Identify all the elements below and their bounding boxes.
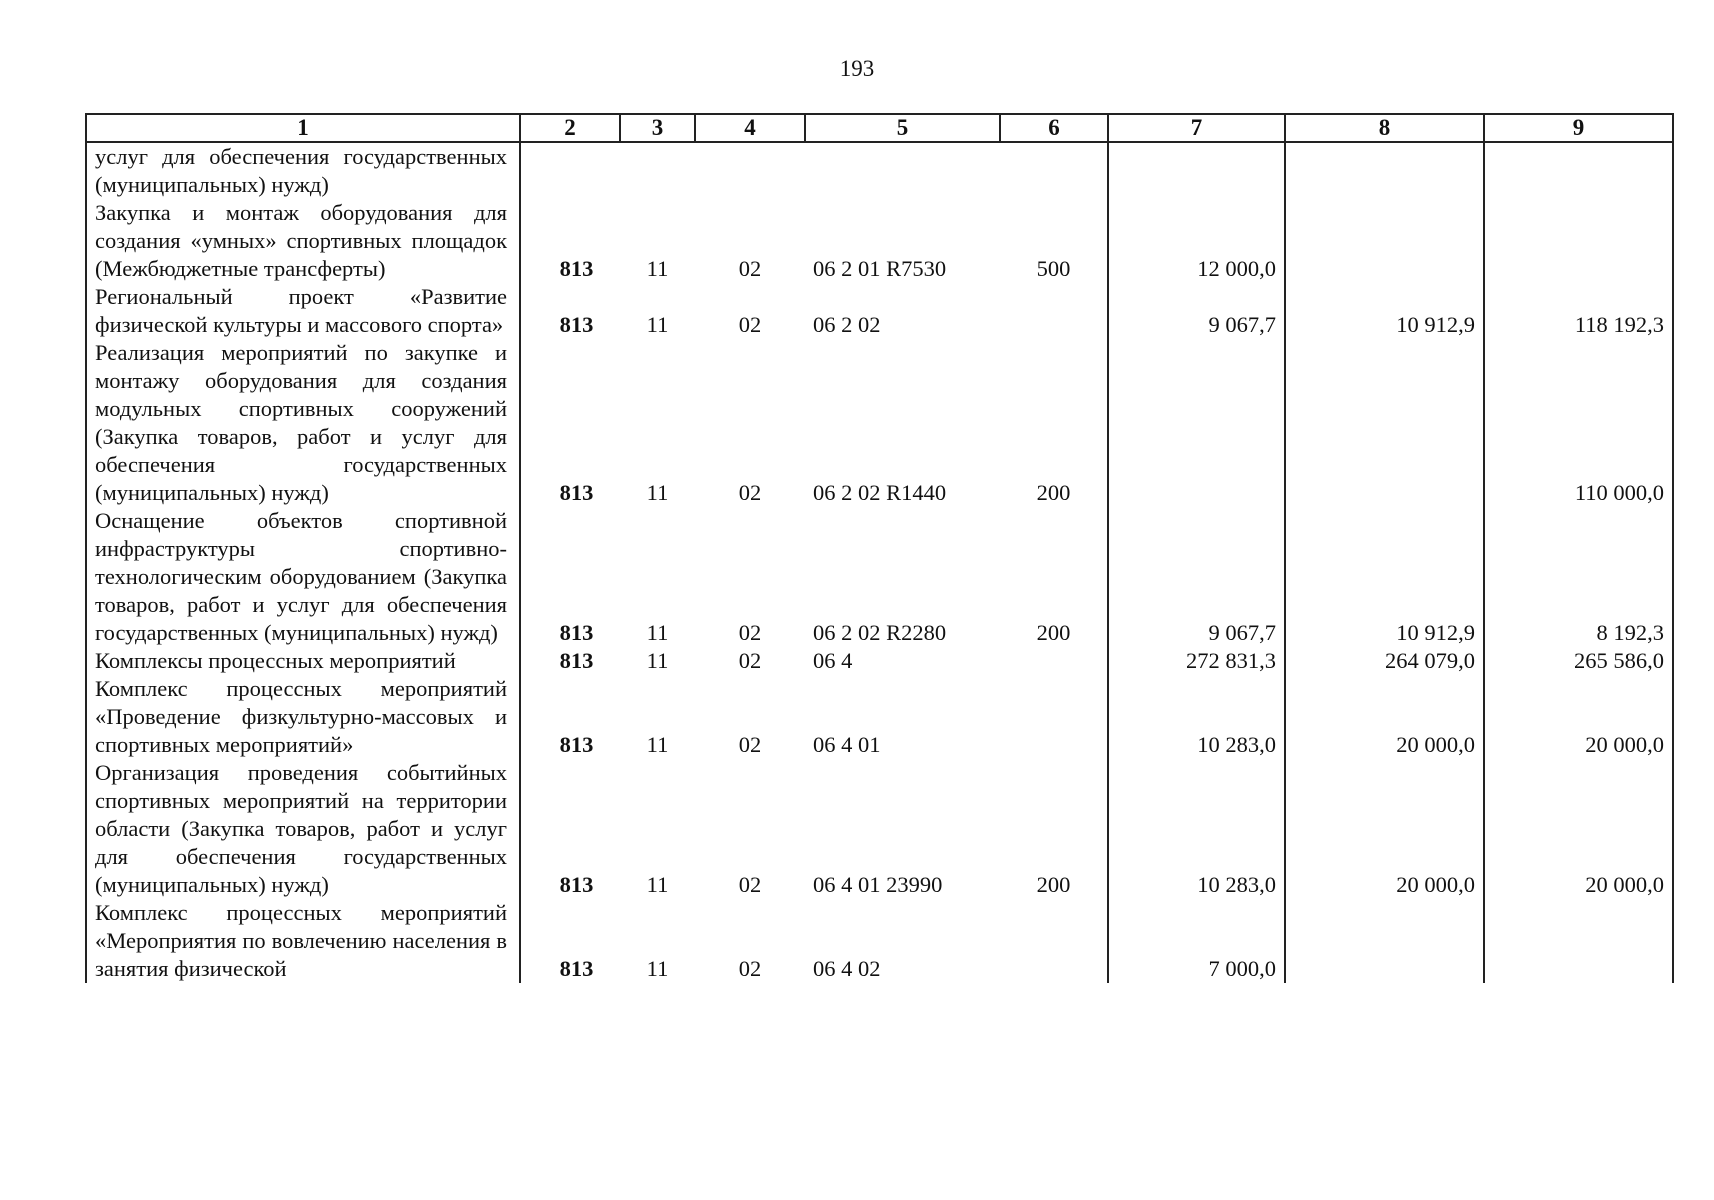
row-name-cell xyxy=(86,899,520,983)
target-article-cell: 06 2 02 xyxy=(813,312,881,337)
amount-col7-cell: 9 067,7 xyxy=(1108,283,1285,339)
subsection-code-cell: 02 xyxy=(738,956,762,981)
row-name-text: Комплекс процессных мероприятий «Мероприятия по вовлечению населения в занятия физической xyxy=(95,900,507,981)
target-article-cell: 06 4 02 xyxy=(813,956,881,981)
section-code-cell: 11 xyxy=(646,956,669,981)
subsection-code-cell: 02 xyxy=(738,312,762,337)
amount-col9-cell xyxy=(1484,899,1673,983)
row-name-text: Региональный проект «Развитие физической культуры и массового спорта» xyxy=(95,284,507,337)
expense-type-cell xyxy=(1000,142,1108,199)
row-name-cell xyxy=(86,199,520,283)
amount-col7-cell: 9 067,7 xyxy=(1108,507,1285,647)
row-name-cell xyxy=(86,675,520,759)
amount-col8-cell xyxy=(1285,339,1484,507)
amount-col9-cell xyxy=(1484,199,1673,283)
expense-type-cell: 500 xyxy=(1036,256,1071,281)
expense-type-cell xyxy=(1000,899,1108,983)
column-header: 6 xyxy=(1000,114,1108,142)
target-article-cell: 06 4 01 23990 xyxy=(813,872,943,897)
amount-col8-cell: 264 079,0 xyxy=(1285,647,1484,675)
page-number: 193 xyxy=(839,56,875,81)
amount-col9-cell: 8 192,3 xyxy=(1484,507,1673,647)
ministry-code-cell: 813 xyxy=(559,620,594,645)
subsection-code-cell: 02 xyxy=(738,480,762,505)
expense-type-cell: 200 xyxy=(1036,620,1071,645)
row-name-text: Комплекс процессных мероприятий «Проведение физкультурно-массовых и спортивных мероприятий» xyxy=(95,676,507,757)
expense-type-cell xyxy=(1000,675,1108,759)
section-code-cell: 11 xyxy=(646,872,669,897)
column-header: 8 xyxy=(1285,114,1484,142)
section-code-cell: 11 xyxy=(646,480,669,505)
ministry-code-cell: 813 xyxy=(559,480,594,505)
table-row xyxy=(86,675,1673,759)
section-code-cell: 11 xyxy=(646,648,669,673)
amount-col9-cell: 110 000,0 xyxy=(1484,339,1673,507)
table-row xyxy=(86,647,1673,675)
table-row xyxy=(86,507,1673,647)
amount-col7-cell: 10 283,0 xyxy=(1108,675,1285,759)
target-article-cell xyxy=(805,142,1000,199)
table-row xyxy=(86,199,1673,283)
subsection-code-cell: 02 xyxy=(738,732,762,757)
table-body xyxy=(86,142,1673,983)
target-article-cell: 06 2 02 R2280 xyxy=(813,620,947,645)
column-header: 9 xyxy=(1484,114,1673,142)
expense-type-cell xyxy=(1000,647,1108,675)
budget-table xyxy=(85,113,1674,983)
amount-col8-cell xyxy=(1285,142,1484,199)
column-header: 5 xyxy=(805,114,1000,142)
ministry-code-cell: 813 xyxy=(559,872,594,897)
subsection-code-cell: 02 xyxy=(738,648,762,673)
table-row xyxy=(86,899,1673,983)
amount-col9-cell: 265 586,0 xyxy=(1484,647,1673,675)
column-header: 3 xyxy=(620,114,695,142)
target-article-cell: 06 2 02 R1440 xyxy=(813,480,947,505)
row-name-cell xyxy=(86,507,520,647)
amount-col7-cell: 272 831,3 xyxy=(1108,647,1285,675)
expense-type-cell xyxy=(1000,283,1108,339)
amount-col8-cell: 20 000,0 xyxy=(1285,759,1484,899)
ministry-code-cell: 813 xyxy=(559,648,594,673)
amount-col7-cell xyxy=(1108,142,1285,199)
amount-col8-cell xyxy=(1285,899,1484,983)
section-code-cell: 11 xyxy=(646,732,669,757)
amount-col7-cell: 12 000,0 xyxy=(1108,199,1285,283)
row-name-text: Реализация мероприятий по закупке и монтажу оборудования для создания модульных спортивных сооружений (Закупка товаров, работ и услуг для обеспечения государственных (муниципальных) нужд) xyxy=(95,340,507,505)
subsection-code-cell: 02 xyxy=(738,256,762,281)
section-code-cell xyxy=(620,142,695,199)
row-name-text: Оснащение объектов спортивной инфраструктуры спортивно-технологическим оборудованием (Закупка товаров, работ и услуг для обеспечения государственных (муниципальных) нужд) xyxy=(95,508,507,645)
subsection-code-cell xyxy=(695,142,805,199)
table-row xyxy=(86,339,1673,507)
amount-col8-cell: 20 000,0 xyxy=(1285,675,1484,759)
column-header: 7 xyxy=(1108,114,1285,142)
amount-col8-cell xyxy=(1285,199,1484,283)
amount-col9-cell: 20 000,0 xyxy=(1484,759,1673,899)
amount-col7-cell xyxy=(1108,339,1285,507)
subsection-code-cell: 02 xyxy=(738,620,762,645)
table-row xyxy=(86,759,1673,899)
ministry-code-cell xyxy=(520,142,620,199)
amount-col7-cell: 10 283,0 xyxy=(1108,759,1285,899)
row-name-text: услуг для обеспечения государственных (муниципальных) нужд) xyxy=(95,144,507,197)
column-header: 2 xyxy=(520,114,620,142)
ministry-code-cell: 813 xyxy=(559,256,594,281)
column-header: 1 xyxy=(86,114,520,142)
target-article-cell: 06 4 01 xyxy=(813,732,881,757)
row-name-text: Организация проведения событийных спортивных мероприятий на территории области (Закупка товаров, работ и услуг для обеспечения государственных (муниципальных) нужд) xyxy=(95,760,507,897)
row-name-cell xyxy=(86,647,520,675)
ministry-code-cell: 813 xyxy=(559,312,594,337)
row-name-cell xyxy=(86,339,520,507)
table-row xyxy=(86,142,1673,199)
row-name-cell xyxy=(86,142,520,199)
row-name-text: Закупка и монтаж оборудования для создания «умных» спортивных площадок (Межбюджетные трансферты) xyxy=(95,200,507,281)
section-code-cell: 11 xyxy=(646,256,669,281)
row-name-text: Комплексы процессных мероприятий xyxy=(95,648,456,673)
target-article-cell: 06 2 01 R7530 xyxy=(813,256,947,281)
expense-type-cell: 200 xyxy=(1036,872,1071,897)
table-row xyxy=(86,283,1673,339)
amount-col9-cell: 118 192,3 xyxy=(1484,283,1673,339)
column-header: 4 xyxy=(695,114,805,142)
section-code-cell: 11 xyxy=(646,312,669,337)
row-name-cell xyxy=(86,759,520,899)
subsection-code-cell: 02 xyxy=(738,872,762,897)
amount-col7-cell: 7 000,0 xyxy=(1108,899,1285,983)
target-article-cell: 06 4 xyxy=(813,648,853,673)
header-row xyxy=(86,114,1673,142)
amount-col8-cell: 10 912,9 xyxy=(1285,507,1484,647)
expense-type-cell: 200 xyxy=(1036,480,1071,505)
amount-col8-cell: 10 912,9 xyxy=(1285,283,1484,339)
amount-col9-cell xyxy=(1484,142,1673,199)
ministry-code-cell: 813 xyxy=(559,732,594,757)
ministry-code-cell: 813 xyxy=(559,956,594,981)
section-code-cell: 11 xyxy=(646,620,669,645)
amount-col9-cell: 20 000,0 xyxy=(1484,675,1673,759)
row-name-cell xyxy=(86,283,520,339)
